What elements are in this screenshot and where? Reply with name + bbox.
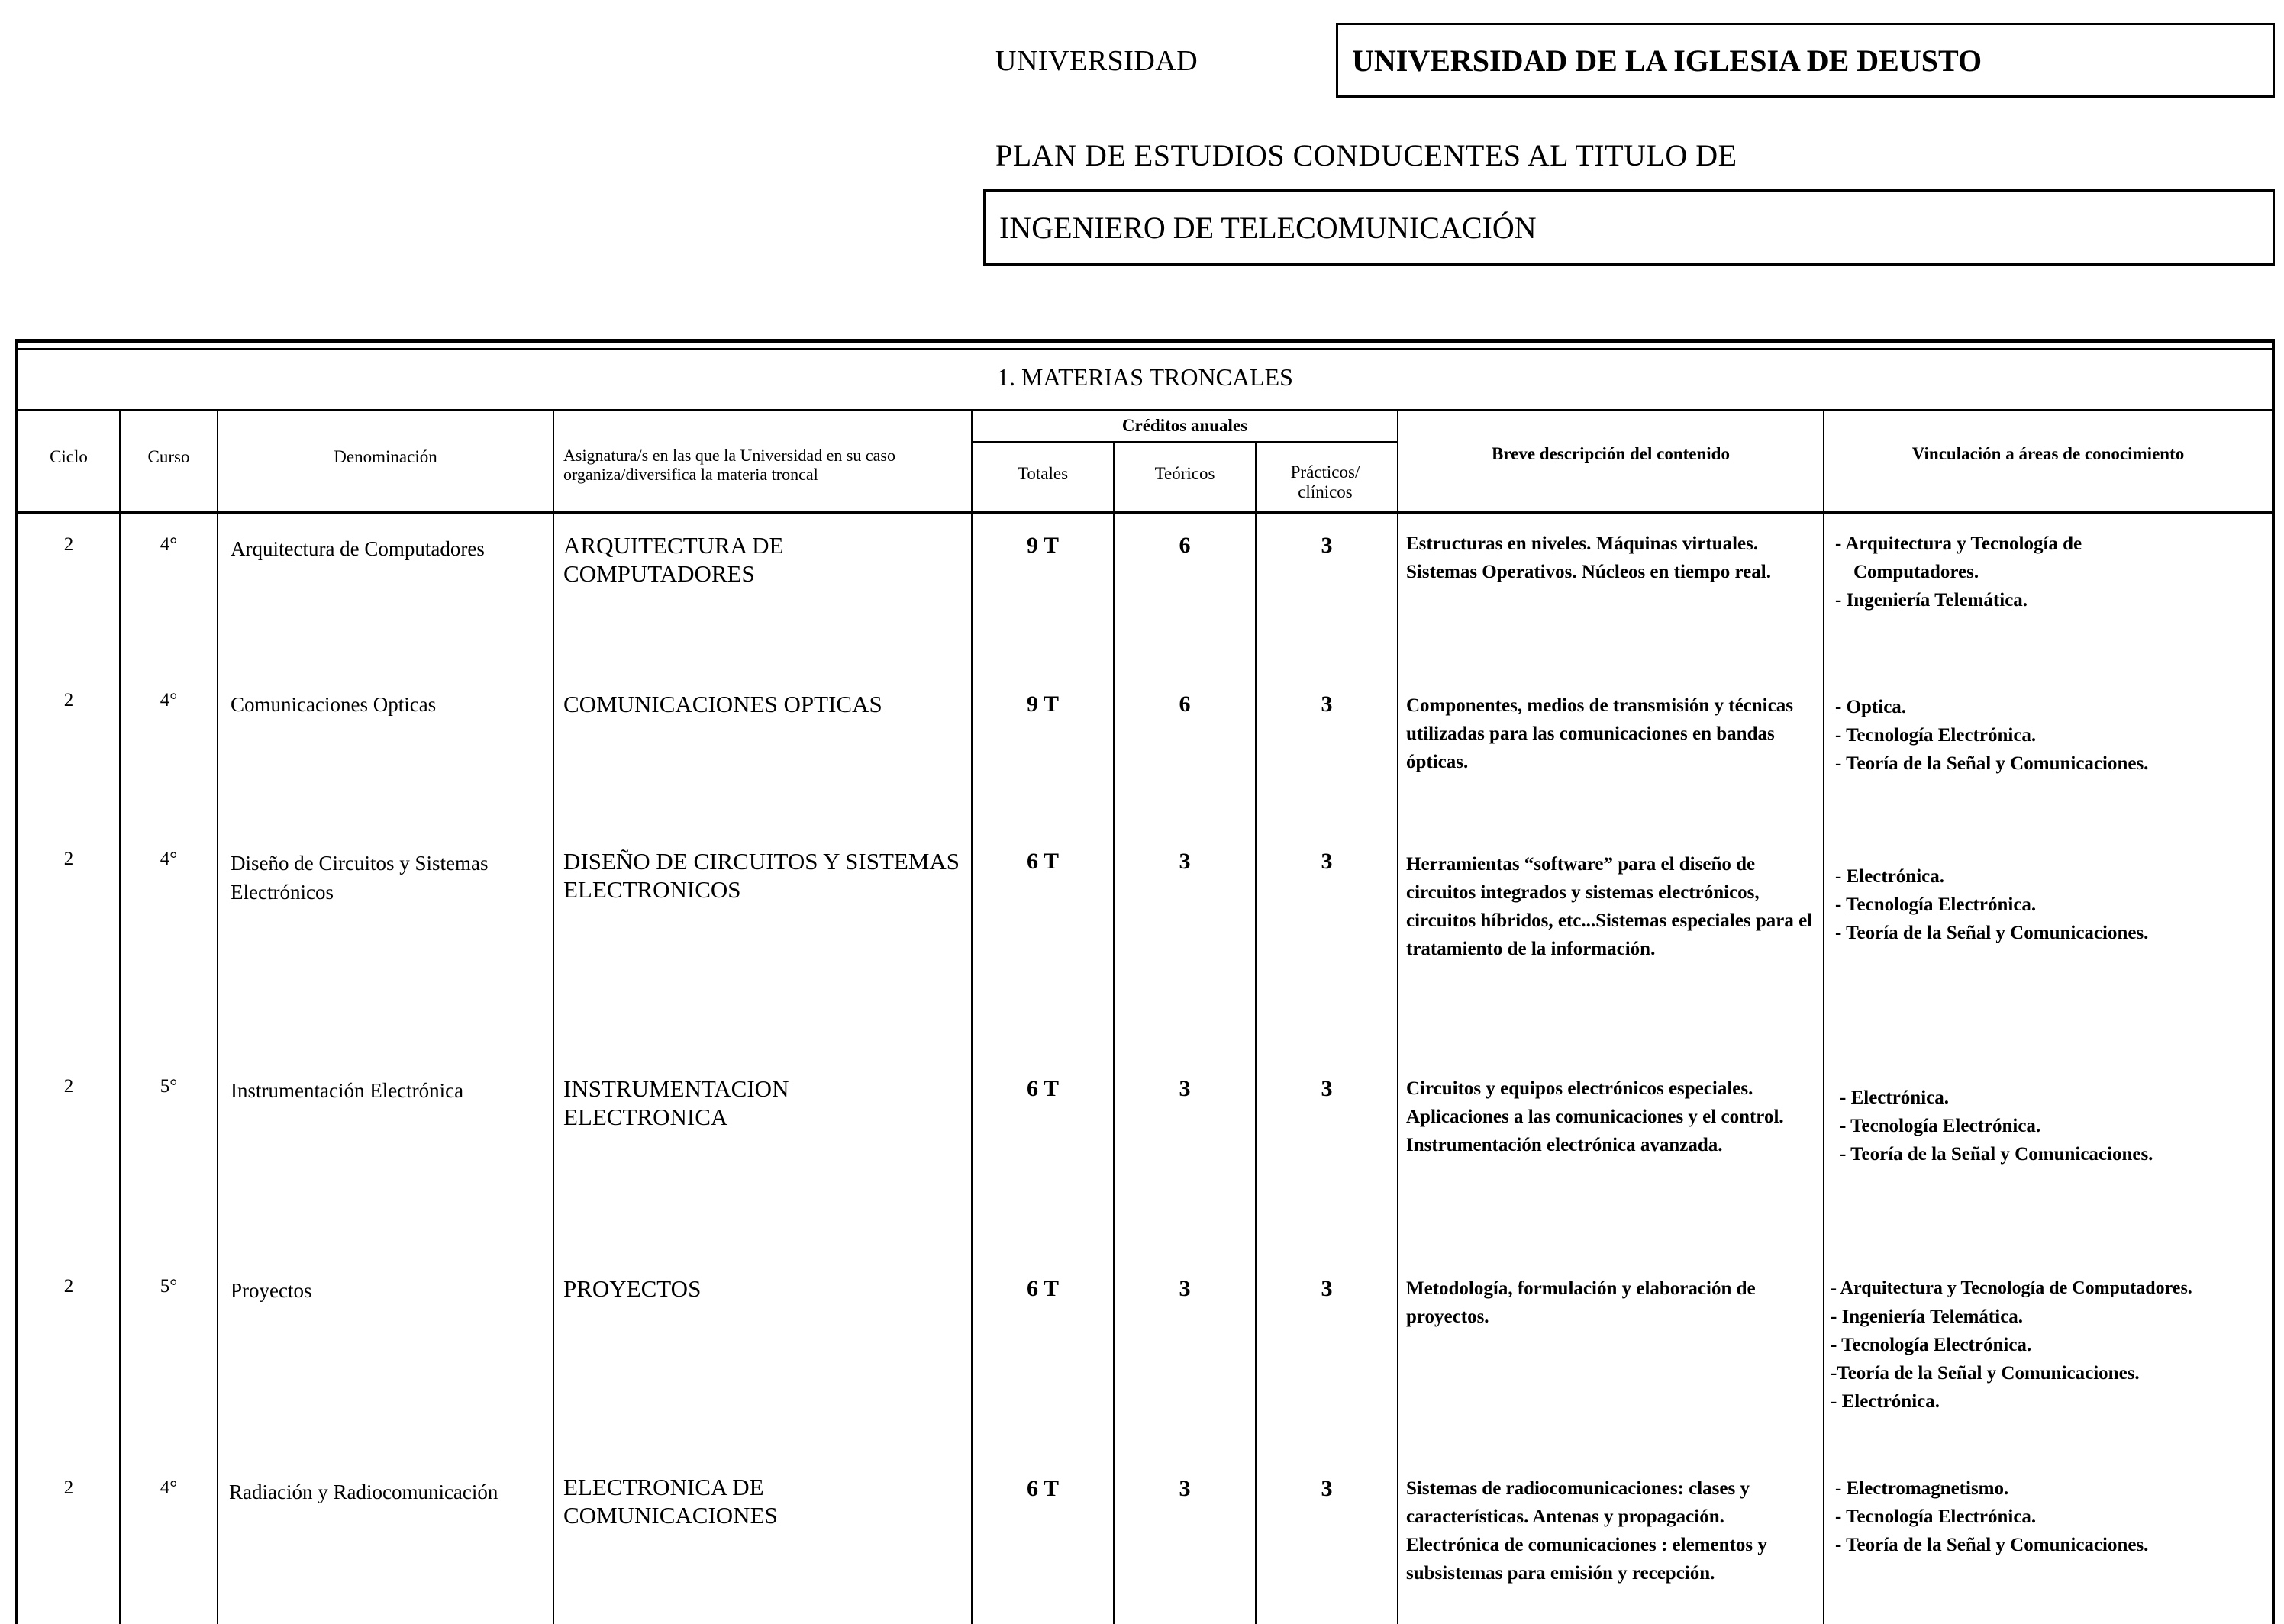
row-1-denominacion: Arquitectura de Computadores [231,537,485,560]
row-3-teoricos: 3 [1179,849,1191,874]
row-5-denominacion: Proyectos [231,1279,312,1302]
row-3-vinc-item: - Tecnología Electrónica. [1835,894,2037,915]
col-sep-5 [1113,441,1115,1624]
row-1-ciclo: 2 [63,534,74,555]
row-2-denominacion: Comunicaciones Opticas [231,693,437,716]
row-6-vinc-item: - Electromagnetismo. [1835,1478,2009,1499]
col-header-curso: Curso [147,447,190,466]
row-4-totales: 6 T [1027,1076,1059,1101]
row-6-totales: 6 T [1027,1476,1059,1501]
row-6-teoricos: 3 [1179,1476,1191,1501]
row-2-curso: 4° [160,690,178,710]
creditos-subline [971,441,1398,443]
row-4-vinc-item: - Electrónica. [1840,1088,1950,1108]
col-sep-1 [119,409,121,1624]
row-4-teoricos: 3 [1179,1076,1191,1101]
row-6-curso: 4° [160,1477,178,1498]
row-5-descripcion: Metodología, formulación y elaboración de proyectos. [1406,1278,1756,1327]
row-2-teoricos: 6 [1179,691,1191,717]
row-3-totales: 6 T [1027,849,1059,874]
row-5-vinc-item: - Ingeniería Telemática. [1831,1307,2024,1327]
row-3-curso: 4° [160,849,178,869]
row-5-vinculacion [1831,1274,2270,1416]
row-5-asignatura: PROYECTOS [563,1275,702,1302]
col-header-teoricos: Teóricos [1154,464,1215,483]
row-6-ciclo: 2 [63,1477,74,1498]
row-4-practicos: 3 [1321,1076,1333,1101]
col-header-asignatura: Asignatura/s en las que la Universidad en su caso organiza/diversifica la materia troncal [563,446,895,484]
row-5-practicos: 3 [1321,1276,1333,1301]
row-4-denominacion: Instrumentación Electrónica [231,1079,464,1102]
row-2-descripcion: Componentes, medios de transmisión y técnicas utilizadas para las comunicaciones en bandas ópticas. [1406,695,1793,772]
row-5-ciclo: 2 [63,1276,74,1297]
row-5-curso: 5° [160,1276,178,1297]
row-2-vinc-item: - Tecnología Electrónica. [1835,725,2037,746]
row-1-totales: 9 T [1027,533,1059,558]
row-4-vinc-item: - Tecnología Electrónica. [1840,1116,2041,1136]
row-4-curso: 5° [160,1076,178,1097]
row-3-vinc-item: - Teoría de la Señal y Comunicaciones. [1835,923,2149,943]
row-6-vinc-item: - Tecnología Electrónica. [1835,1506,2037,1527]
row-2-asignatura: COMUNICACIONES OPTICAS [563,691,882,717]
row-1-descripcion: Estructuras en niveles. Máquinas virtuales. Sistemas Operativos. Núcleos en tiempo real. [1406,533,1771,582]
col-sep-3 [553,409,554,1624]
row-2-totales: 9 T [1027,691,1059,717]
row-3-denominacion: Diseño de Circuitos y Sistemas Electrónicos [231,852,489,904]
row-6-asignatura: ELECTRONICA DE COMUNICACIONES [563,1474,778,1529]
section-title: 1. MATERIAS TRONCALES [997,363,1293,391]
row-6-vinc-item: - Teoría de la Señal y Comunicaciones. [1835,1535,2149,1555]
row-5-teoricos: 3 [1179,1276,1191,1301]
col-sep-4 [971,409,973,1624]
header-top-line [18,409,2272,411]
col-header-totales: Totales [1017,464,1069,483]
col-sep-6 [1255,441,1257,1624]
row-6-denominacion: Radiación y Radiocomunicación [229,1481,498,1503]
titulo-value: INGENIERO DE TELECOMUNICACIÓN [999,210,1537,245]
col-header-descripcion: Breve descripción del contenido [1492,444,1730,463]
row-2-vinc-item: - Optica. [1835,697,1907,717]
row-1-practicos: 3 [1321,533,1333,558]
row-6-practicos: 3 [1321,1476,1333,1501]
plan-label: PLAN DE ESTUDIOS CONDUCENTES AL TITULO DE [995,138,1737,172]
col-sep-2 [217,409,218,1624]
row-3-practicos: 3 [1321,849,1333,874]
row-6-vinculacion [1835,1474,2270,1559]
col-header-creditos: Créditos anuales [1121,416,1248,435]
row-1-vinc-item: - Ingeniería Telemática. [1835,590,2028,611]
col-sep-8 [1823,409,1824,1624]
row-2-practicos: 3 [1321,691,1333,717]
row-1-asignatura: ARQUITECTURA DE COMPUTADORES [563,532,784,587]
col-header-practicos: Prácticos/ clínicos [1290,462,1360,501]
row-3-vinc-item: - Electrónica. [1835,866,1945,887]
row-1-vinculacion [1835,530,2270,614]
col-sep-7 [1397,409,1398,1624]
row-3-asignatura: DISEÑO DE CIRCUITOS Y SISTEMAS ELECTRONICOS [563,848,960,903]
row-2-ciclo: 2 [63,690,74,710]
row-3-vinculacion [1835,862,2270,947]
row-5-vinc-item: - Arquitectura y Tecnología de Computadores. [1831,1278,2192,1298]
col-header-ciclo: Ciclo [50,447,88,466]
header-bottom-line [18,511,2272,514]
col-header-denominacion: Denominación [334,447,437,466]
universidad-value-box [1336,23,2275,98]
row-4-vinculacion [1840,1084,2275,1168]
row-5-totales: 6 T [1027,1276,1059,1301]
row-5-vinc-item: - Tecnología Electrónica. [1831,1335,2032,1355]
row-2-vinc-item: - Teoría de la Señal y Comunicaciones. [1835,753,2149,774]
row-1-vinc-item: - Arquitectura y Tecnología de [1835,533,2082,554]
row-6-descripcion: Sistemas de radiocomunicaciones: clases y características. Antenas y propagación. Electrónica de comunicaciones : elementos y subsistemas para emisión y recepción. [1406,1478,1767,1584]
row-4-asignatura: INSTRUMENTACION ELECTRONICA [563,1075,789,1130]
universidad-label: UNIVERSIDAD [995,45,1198,77]
row-3-descripcion: Herramientas “software” para el diseño de circuitos integrados y sistemas electrónicos, circuitos híbridos, etc...Sistemas especiales para el tratamiento de la información. [1406,854,1813,959]
row-2-vinculacion [1835,693,2270,778]
row-5-vinc-item: -Teoría de la Señal y Comunicaciones. [1831,1363,2140,1384]
row-1-curso: 4° [160,534,178,555]
universidad-value: UNIVERSIDAD DE LA IGLESIA DE DEUSTO [1352,43,1982,78]
row-5-vinc-item: - Electrónica. [1831,1391,1940,1412]
row-4-descripcion: Circuitos y equipos electrónicos especiales. Aplicaciones a las comunicaciones y el control. Instrumentación electrónica avanzada. [1406,1078,1784,1155]
row-3-ciclo: 2 [63,849,74,869]
row-1-teoricos: 6 [1179,533,1191,558]
row-4-ciclo: 2 [63,1076,74,1097]
row-4-vinc-item: - Teoría de la Señal y Comunicaciones. [1840,1144,2153,1165]
titulo-value-box [983,189,2275,266]
col-header-vinculacion: Vinculación a áreas de conocimiento [1911,444,2185,463]
row-1-vinc-item: Computadores. [1853,562,1979,582]
